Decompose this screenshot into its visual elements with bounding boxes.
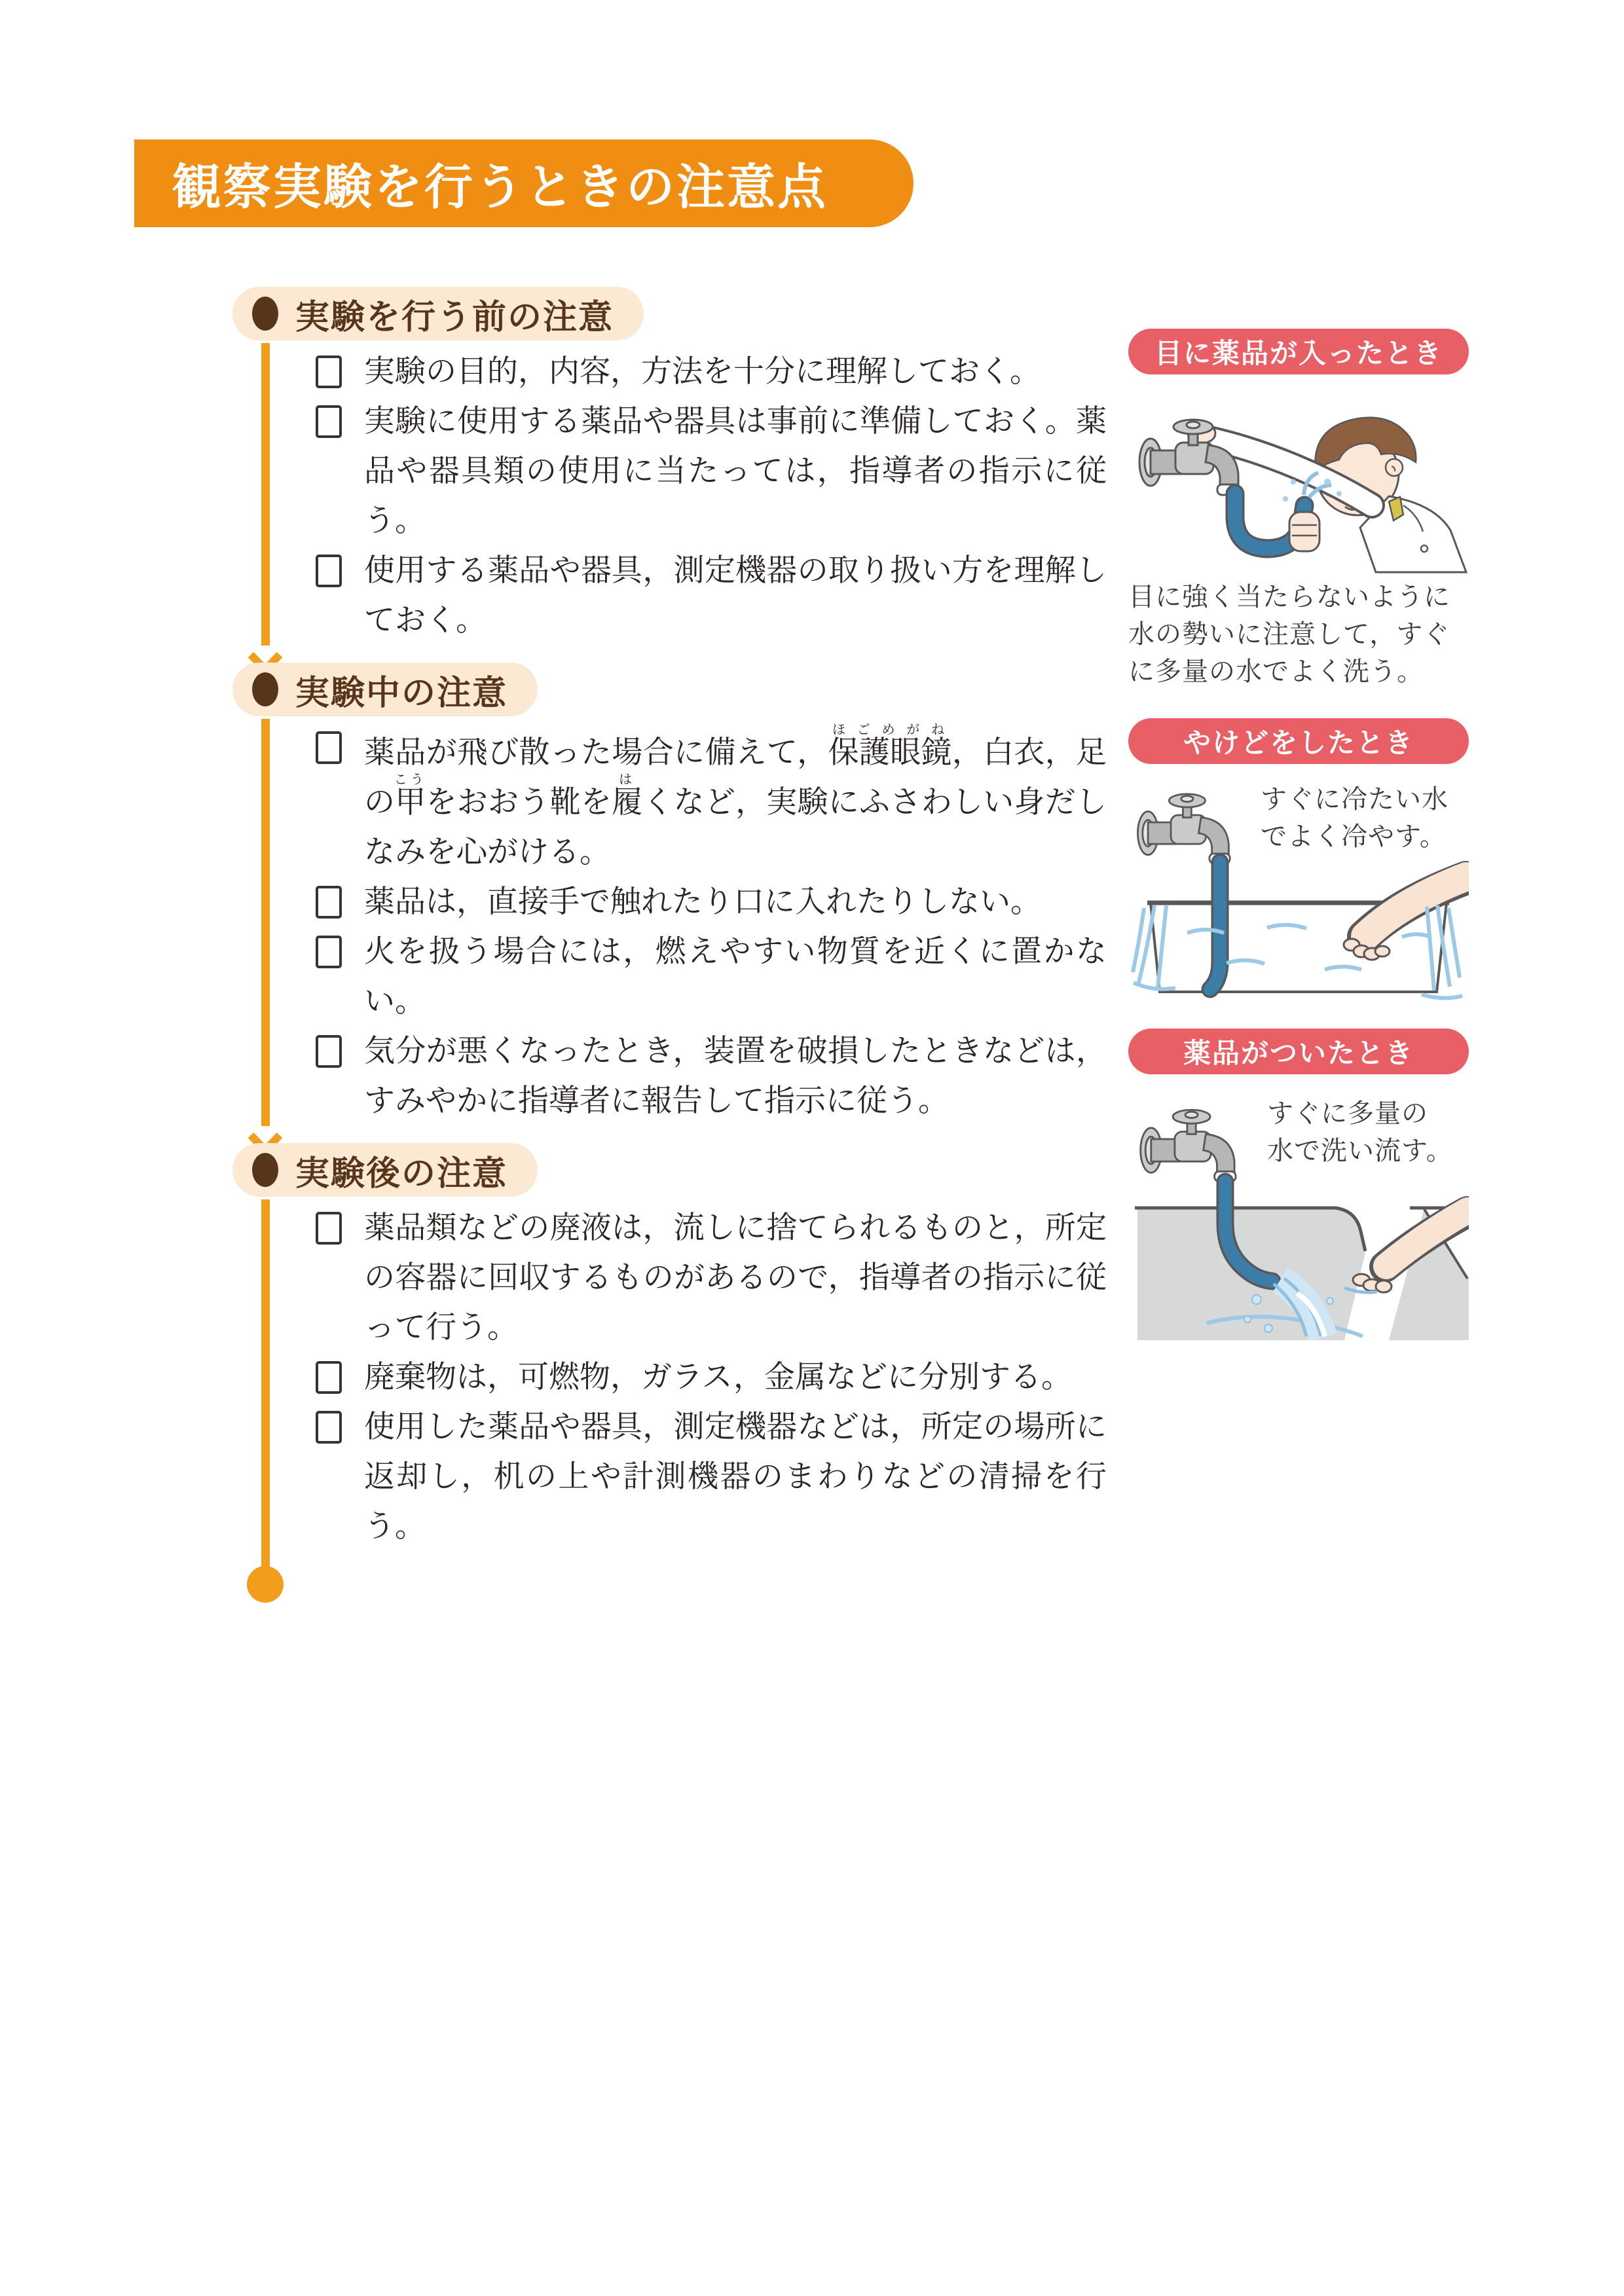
- checklist-item: [364, 1353, 1107, 1402]
- checklist-item-text: 薬品は，直接手で触れたり口に入れたりしない。: [364, 885, 1041, 919]
- page-title-banner: [134, 139, 913, 227]
- checklist-item-text: 使用した薬品や器具，測定機器などは，所定の場所に返却し，机の上や計測機器のまわりなどの清掃を行う。: [364, 1410, 1107, 1544]
- caption-line: でよく冷やす。: [1261, 822, 1447, 851]
- checkbox-icon[interactable]: [316, 1411, 342, 1444]
- flow-line: [261, 1199, 270, 1571]
- caption-line: 水で洗い流す。: [1267, 1137, 1453, 1165]
- caption-line: に多量の水でよく洗う。: [1128, 657, 1424, 686]
- section-heading-pill: [232, 287, 644, 340]
- checklist-item: [364, 546, 1107, 646]
- card-caption: [1261, 781, 1449, 856]
- checkbox-icon[interactable]: [316, 1212, 342, 1245]
- checklist: [232, 723, 1107, 1126]
- caption-line: すぐに多量の: [1267, 1099, 1428, 1128]
- flow-end-dot: [247, 1566, 284, 1603]
- card-burn: [1128, 718, 1469, 1004]
- checklist-item: [364, 1027, 1107, 1126]
- checklist: [232, 1203, 1107, 1552]
- section-heading-pill: [232, 1143, 538, 1197]
- section-during-experiment: [232, 663, 1107, 1143]
- checklist-item-text: 薬品が飛び散った場合に備えて，保護眼鏡ほごめがね，白衣，足の甲こうをおおう靴を履はくなど，実験にふさわしい身だしなみを心がける。: [364, 723, 1107, 869]
- checklist-item-text: 実験に使用する薬品や器具は事前に準備しておく。薬品や器具類の使用に当たっては，指導者の指示に従う。: [364, 405, 1107, 538]
- checkbox-icon[interactable]: [316, 405, 342, 438]
- checklist-item: [364, 1203, 1107, 1353]
- checklist-item-text: 使用する薬品や器具，測定機器の取り扱い方を理解しておく。: [364, 554, 1107, 638]
- card-banner-label: 薬品がついたとき: [1183, 1038, 1414, 1068]
- checkbox-icon[interactable]: [316, 555, 342, 587]
- checklist-item: [364, 347, 1107, 397]
- hose: [1210, 862, 1220, 989]
- section-after-experiment: [232, 1143, 1107, 1569]
- eye-wash-illustration: [1128, 384, 1469, 575]
- faucet-icon: [1141, 1110, 1236, 1181]
- checkbox-icon[interactable]: [316, 936, 342, 968]
- flow-line: [261, 719, 270, 1126]
- section-heading: 実験を行う前の注意: [295, 298, 614, 337]
- page-title: 観察実験を行うときの注意点: [172, 160, 828, 214]
- card-eye-chemicals: [1128, 329, 1469, 691]
- checkbox-icon[interactable]: [316, 731, 342, 764]
- checklist-item-text: 廃棄物は，可燃物，ガラス，金属などに分別する。: [364, 1360, 1072, 1394]
- checkbox-icon[interactable]: [316, 355, 342, 388]
- card-banner-label: やけどをしたとき: [1183, 727, 1414, 758]
- section-heading-pill: [232, 663, 538, 716]
- checklist-item: [364, 1402, 1107, 1552]
- section-heading: 実験中の注意: [295, 674, 508, 712]
- caption-line: 水の勢いに注意して，すぐ: [1128, 620, 1450, 649]
- checklist-item-text: 薬品類などの廃液は，流しに捨てられるものと，所定の容器に回収するものがあるので，指導者の指示に従って行う。: [364, 1211, 1107, 1345]
- checklist: [232, 347, 1107, 646]
- card-caption: [1267, 1095, 1453, 1170]
- flow-line: [261, 343, 270, 646]
- caption-line: 目に強く当たらないように: [1128, 583, 1450, 611]
- bullet-icon: [252, 297, 278, 331]
- card-caption: [1128, 579, 1469, 691]
- checkbox-icon[interactable]: [316, 1035, 342, 1068]
- faucet-icon: [1137, 794, 1230, 864]
- checklist-item: [364, 723, 1107, 877]
- checklist-item-text: 火を扱う場合には，燃えやすい物質を近くに置かない。: [364, 935, 1107, 1019]
- checklist-item-text: 気分が悪くなったとき，装置を破損したときなどは，すみやかに指導者に報告して指示に従う。: [364, 1034, 1107, 1118]
- checklist-item: [364, 397, 1107, 546]
- bullet-icon: [252, 1153, 278, 1187]
- bullet-icon: [252, 672, 278, 706]
- card-banner: [1128, 1029, 1469, 1074]
- section-before-experiment: [232, 287, 1107, 663]
- card-banner-label: 目に薬品が入ったとき: [1154, 338, 1443, 369]
- checklist-item: [364, 877, 1107, 927]
- checklist-column: [232, 287, 1107, 1569]
- checkbox-icon[interactable]: [316, 1361, 342, 1394]
- card-banner: [1128, 329, 1469, 374]
- checkbox-icon[interactable]: [316, 886, 342, 919]
- section-heading: 実験後の注意: [295, 1154, 508, 1193]
- card-chemical-on-skin: [1128, 1029, 1469, 1340]
- checklist-item-text: 実験の目的，内容，方法を十分に理解しておく。: [364, 355, 1041, 389]
- hand-holding-hose: [1289, 512, 1320, 551]
- checklist-item: [364, 927, 1107, 1027]
- card-banner: [1128, 718, 1469, 764]
- caption-line: すぐに冷たい水: [1261, 785, 1449, 814]
